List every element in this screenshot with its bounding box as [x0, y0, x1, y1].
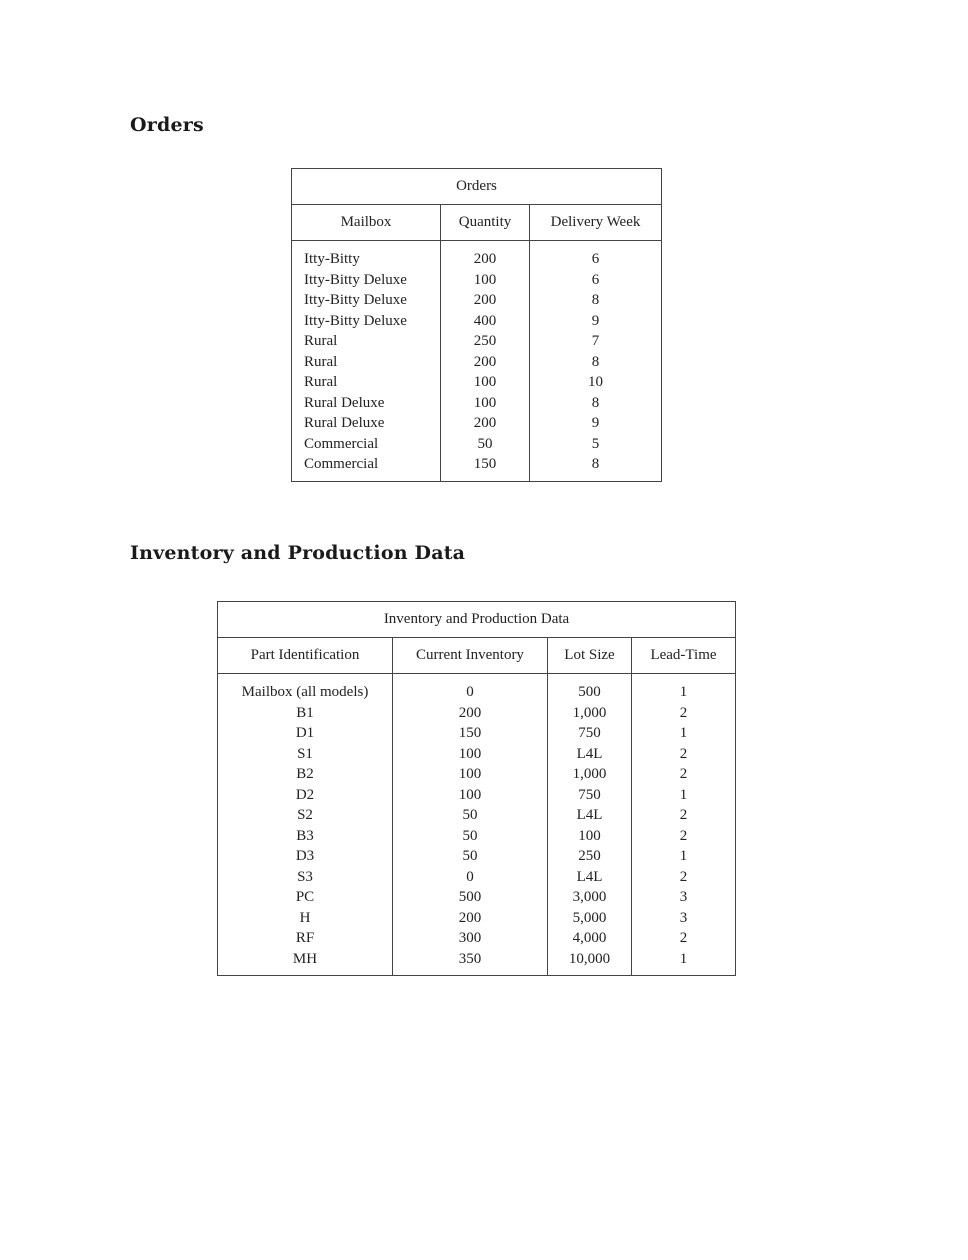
inventory-cell-lot-size: 250 [548, 846, 632, 867]
inventory-caption-row [218, 602, 736, 638]
orders-cell-delivery-week: 6 [530, 241, 662, 270]
inventory-cell-part: B2 [218, 764, 393, 785]
table-row [292, 413, 662, 434]
orders-cell-quantity: 250 [441, 331, 530, 352]
inventory-cell-lead-time: 1 [632, 723, 736, 744]
orders-header-row [292, 205, 662, 241]
inventory-cell-part: Mailbox (all models) [218, 674, 393, 703]
table-row [218, 723, 736, 744]
orders-cell-mailbox: Itty-Bitty Deluxe [292, 270, 441, 291]
orders-cell-quantity: 200 [441, 241, 530, 270]
inventory-cell-lot-size: 500 [548, 674, 632, 703]
orders-cell-quantity: 200 [441, 290, 530, 311]
orders-cell-quantity: 50 [441, 434, 530, 455]
orders-cell-quantity: 100 [441, 393, 530, 414]
orders-cell-quantity: 400 [441, 311, 530, 332]
orders-heading: Orders [130, 114, 204, 136]
orders-cell-delivery-week: 6 [530, 270, 662, 291]
inventory-cell-current-inventory: 50 [393, 805, 548, 826]
table-row [292, 372, 662, 393]
table-row [218, 764, 736, 785]
inventory-cell-part: S1 [218, 744, 393, 765]
orders-cell-mailbox: Rural [292, 372, 441, 393]
table-row [292, 290, 662, 311]
inventory-cell-current-inventory: 0 [393, 867, 548, 888]
inventory-cell-current-inventory: 500 [393, 887, 548, 908]
table-row [218, 928, 736, 949]
inventory-cell-lot-size: 750 [548, 723, 632, 744]
orders-table-body [292, 241, 662, 482]
orders-cell-delivery-week: 7 [530, 331, 662, 352]
inventory-cell-current-inventory: 50 [393, 846, 548, 867]
table-row [218, 887, 736, 908]
orders-cell-delivery-week: 8 [530, 393, 662, 414]
orders-cell-quantity: 150 [441, 454, 530, 481]
orders-cell-mailbox: Itty-Bitty Deluxe [292, 290, 441, 311]
inventory-table-body [218, 674, 736, 976]
orders-cell-mailbox: Rural Deluxe [292, 393, 441, 414]
inventory-cell-lot-size: 100 [548, 826, 632, 847]
inventory-col-part-identification: Part Identification [218, 638, 393, 674]
inventory-cell-lead-time: 2 [632, 928, 736, 949]
table-row [292, 352, 662, 373]
inventory-cell-lot-size: 3,000 [548, 887, 632, 908]
inventory-cell-current-inventory: 200 [393, 908, 548, 929]
table-row [292, 311, 662, 332]
orders-cell-delivery-week: 10 [530, 372, 662, 393]
inventory-cell-lead-time: 2 [632, 805, 736, 826]
table-row [292, 434, 662, 455]
table-row [292, 270, 662, 291]
table-row [292, 331, 662, 352]
inventory-cell-current-inventory: 100 [393, 744, 548, 765]
inventory-cell-lead-time: 1 [632, 674, 736, 703]
inventory-cell-lead-time: 2 [632, 744, 736, 765]
inventory-col-lot-size: Lot Size [548, 638, 632, 674]
inventory-col-lead-time: Lead-Time [632, 638, 736, 674]
inventory-cell-current-inventory: 100 [393, 764, 548, 785]
inventory-cell-part: H [218, 908, 393, 929]
orders-cell-delivery-week: 5 [530, 434, 662, 455]
inventory-cell-lead-time: 3 [632, 887, 736, 908]
orders-cell-delivery-week: 8 [530, 352, 662, 373]
table-row [218, 744, 736, 765]
orders-cell-mailbox: Rural Deluxe [292, 413, 441, 434]
inventory-cell-lead-time: 1 [632, 949, 736, 976]
inventory-cell-current-inventory: 150 [393, 723, 548, 744]
inventory-cell-part: B1 [218, 703, 393, 724]
inventory-cell-part: S3 [218, 867, 393, 888]
orders-cell-mailbox: Itty-Bitty Deluxe [292, 311, 441, 332]
inventory-cell-current-inventory: 100 [393, 785, 548, 806]
inventory-table-caption: Inventory and Production Data [218, 602, 736, 638]
inventory-cell-lot-size: 4,000 [548, 928, 632, 949]
orders-cell-mailbox: Commercial [292, 434, 441, 455]
inventory-cell-lot-size: L4L [548, 867, 632, 888]
orders-cell-delivery-week: 8 [530, 454, 662, 481]
orders-caption-row [292, 169, 662, 205]
inventory-cell-lot-size: 750 [548, 785, 632, 806]
inventory-cell-lot-size: L4L [548, 744, 632, 765]
inventory-cell-lot-size: 1,000 [548, 764, 632, 785]
table-row [218, 703, 736, 724]
orders-cell-mailbox: Itty-Bitty [292, 241, 441, 270]
inventory-cell-part: PC [218, 887, 393, 908]
inventory-cell-current-inventory: 200 [393, 703, 548, 724]
inventory-cell-part: D1 [218, 723, 393, 744]
table-row [292, 241, 662, 270]
inventory-cell-lead-time: 1 [632, 846, 736, 867]
orders-cell-delivery-week: 8 [530, 290, 662, 311]
inventory-cell-part: D2 [218, 785, 393, 806]
table-row [218, 908, 736, 929]
inventory-cell-lead-time: 2 [632, 764, 736, 785]
orders-table [291, 168, 662, 482]
table-row [292, 454, 662, 481]
inventory-cell-part: MH [218, 949, 393, 976]
inventory-cell-part: RF [218, 928, 393, 949]
inventory-cell-lot-size: 1,000 [548, 703, 632, 724]
orders-cell-quantity: 100 [441, 372, 530, 393]
inventory-cell-lot-size: L4L [548, 805, 632, 826]
inventory-table [217, 601, 736, 976]
table-row [218, 949, 736, 976]
table-row [218, 805, 736, 826]
inventory-cell-lead-time: 2 [632, 867, 736, 888]
inventory-cell-lead-time: 2 [632, 703, 736, 724]
orders-cell-quantity: 200 [441, 413, 530, 434]
table-row [218, 846, 736, 867]
orders-cell-delivery-week: 9 [530, 413, 662, 434]
orders-cell-quantity: 200 [441, 352, 530, 373]
inventory-cell-current-inventory: 350 [393, 949, 548, 976]
inventory-col-current-inventory: Current Inventory [393, 638, 548, 674]
inventory-cell-current-inventory: 300 [393, 928, 548, 949]
orders-col-delivery-week: Delivery Week [530, 205, 662, 241]
orders-cell-quantity: 100 [441, 270, 530, 291]
inventory-cell-lead-time: 2 [632, 826, 736, 847]
orders-cell-mailbox: Rural [292, 352, 441, 373]
inventory-cell-part: B3 [218, 826, 393, 847]
orders-col-quantity: Quantity [441, 205, 530, 241]
inventory-cell-lot-size: 10,000 [548, 949, 632, 976]
orders-table-caption: Orders [292, 169, 662, 205]
table-row [218, 674, 736, 703]
table-row [218, 826, 736, 847]
orders-cell-mailbox: Commercial [292, 454, 441, 481]
inventory-cell-current-inventory: 50 [393, 826, 548, 847]
inventory-cell-lot-size: 5,000 [548, 908, 632, 929]
table-row [218, 867, 736, 888]
orders-cell-delivery-week: 9 [530, 311, 662, 332]
orders-col-mailbox: Mailbox [292, 205, 441, 241]
inventory-cell-part: S2 [218, 805, 393, 826]
table-row [218, 785, 736, 806]
inventory-cell-part: D3 [218, 846, 393, 867]
inventory-header-row [218, 638, 736, 674]
inventory-cell-lead-time: 3 [632, 908, 736, 929]
inventory-heading: Inventory and Production Data [130, 542, 466, 564]
table-row [292, 393, 662, 414]
inventory-cell-current-inventory: 0 [393, 674, 548, 703]
inventory-cell-lead-time: 1 [632, 785, 736, 806]
orders-cell-mailbox: Rural [292, 331, 441, 352]
